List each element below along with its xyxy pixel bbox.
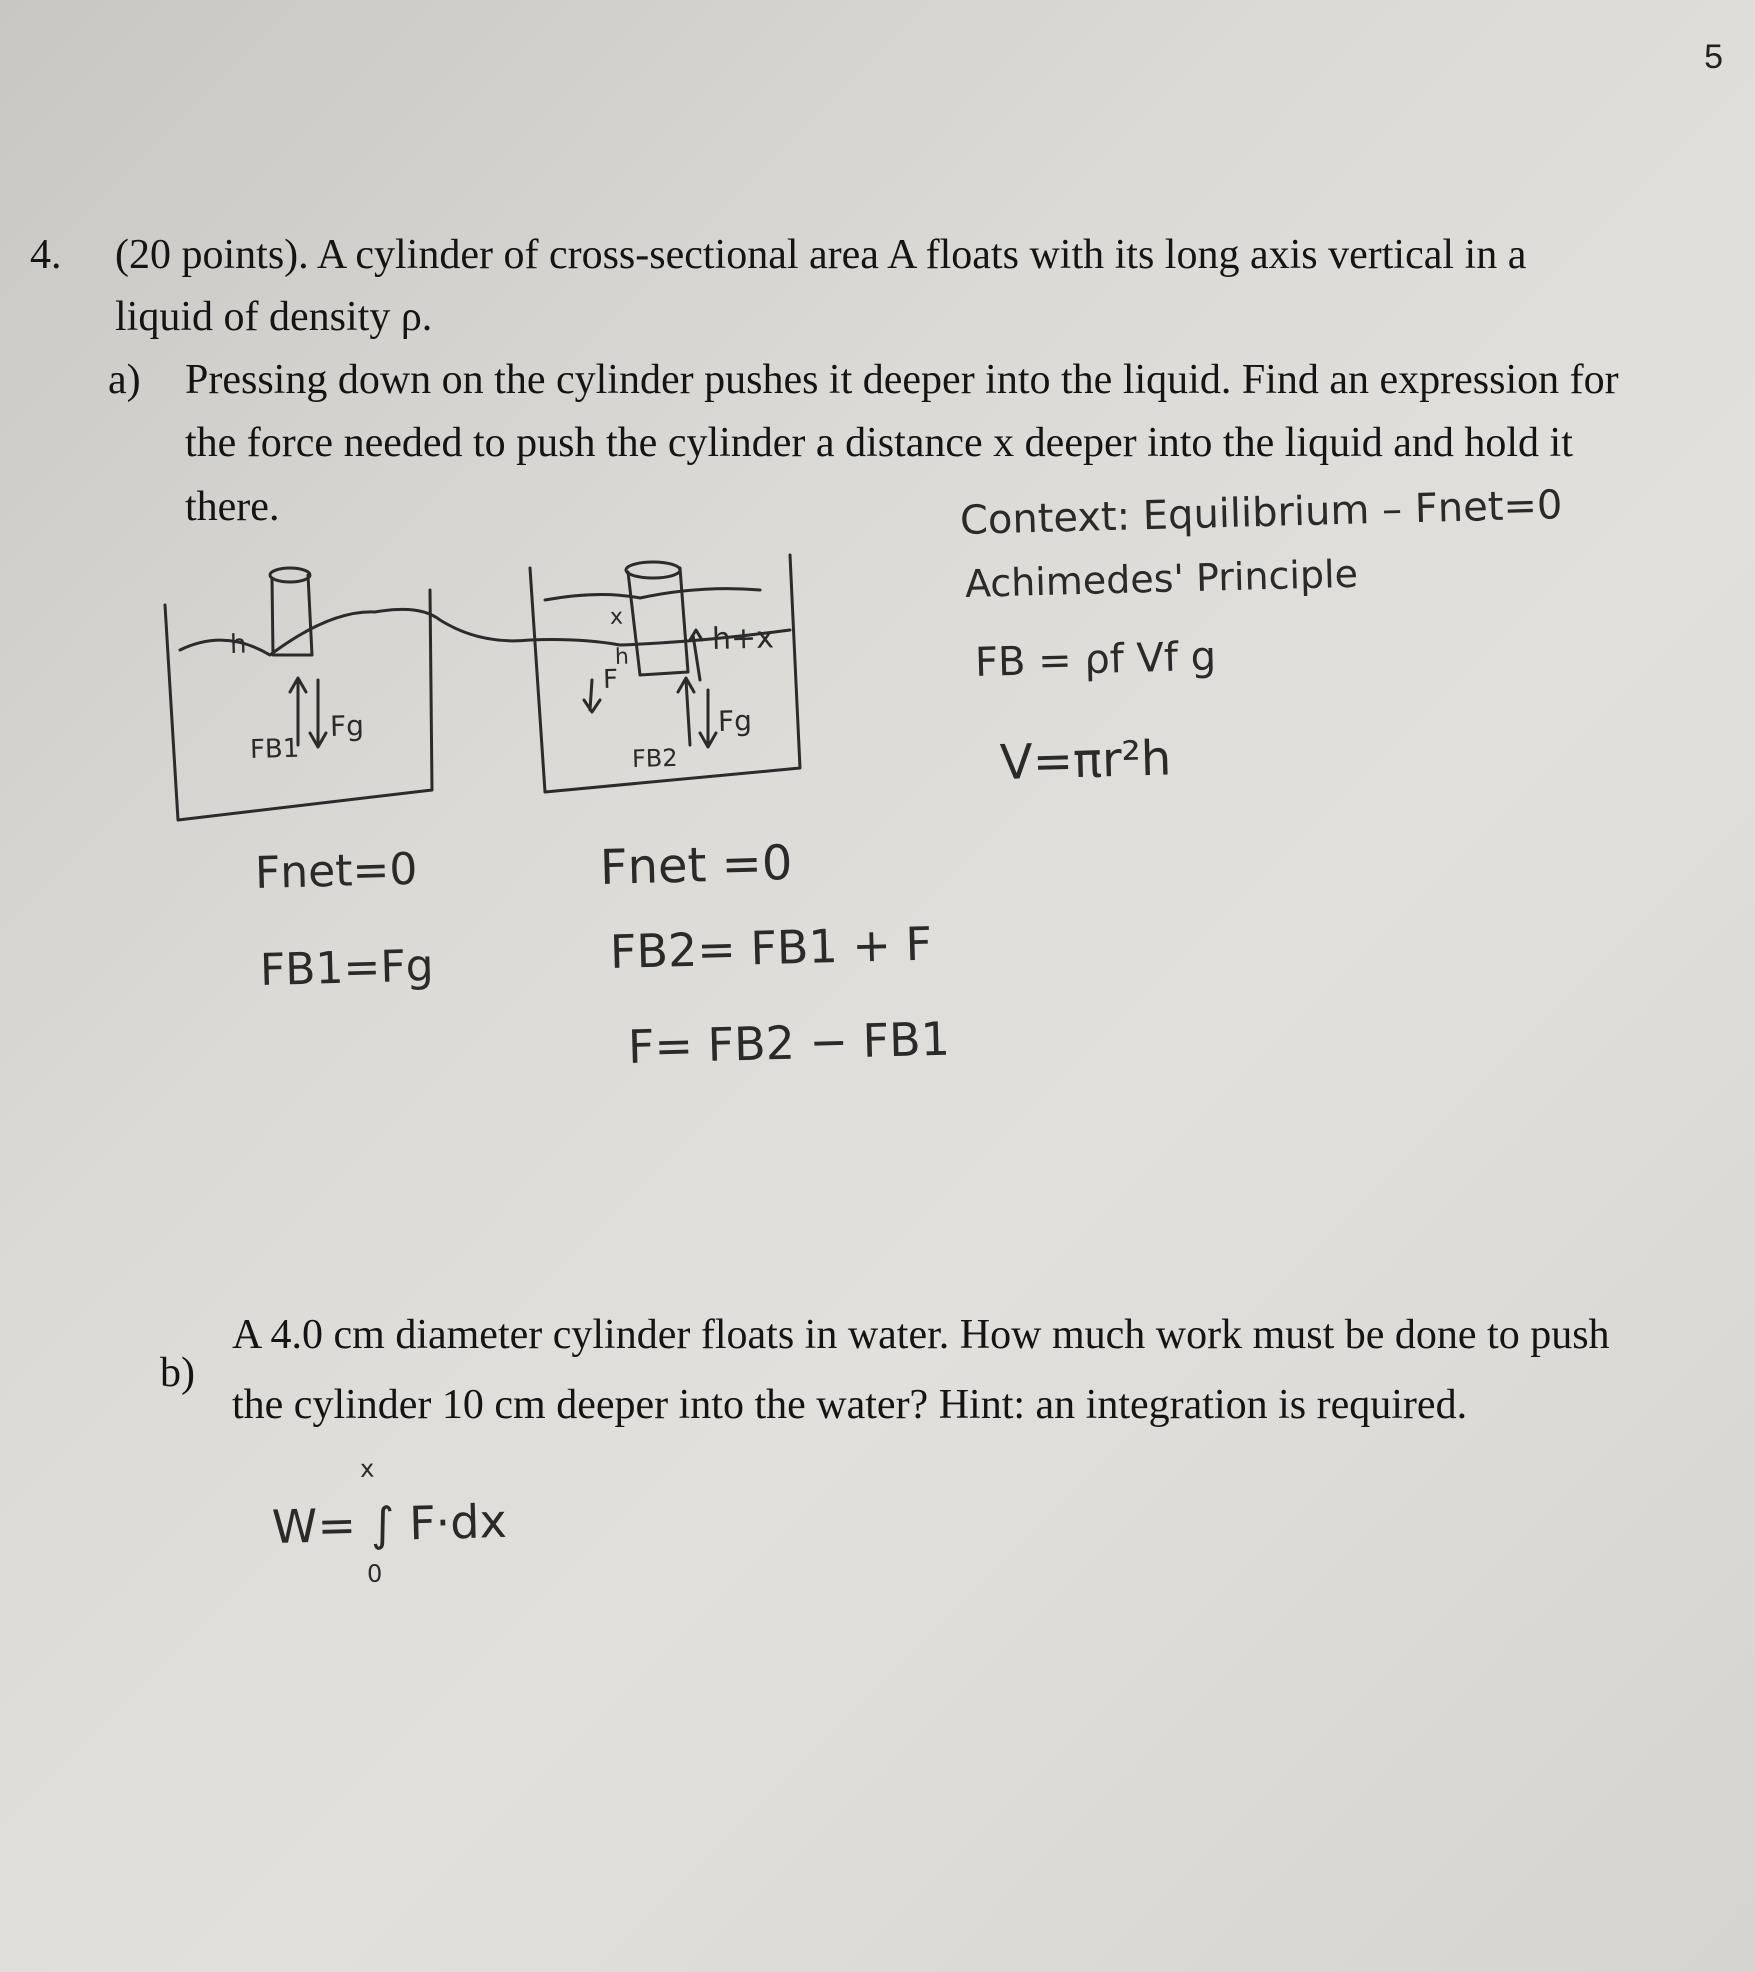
question-text-line-2: liquid of density ρ. xyxy=(115,294,433,340)
part-b-line-1: A 4.0 cm diameter cylinder floats in water. How much work must be done to push xyxy=(232,1312,1610,1358)
part-a-label: a) xyxy=(108,357,141,403)
page-number: 5 xyxy=(1704,38,1723,76)
label-f-push: F xyxy=(602,664,619,695)
right-eq-2: FB2= FB1 + F xyxy=(609,916,933,979)
right-eq-1: Fnet =0 xyxy=(599,834,794,896)
part-b-line-2: the cylinder 10 cm deeper into the water? Hint: an integration is required. xyxy=(232,1382,1468,1428)
part-a-line-3: there. xyxy=(185,484,280,530)
buoyancy-formula: FB = ρf Vf g xyxy=(974,633,1217,686)
part-a-line-1: Pressing down on the cylinder pushes it deeper into the liquid. Find an expression for xyxy=(185,357,1619,403)
label-fb1: FB1 xyxy=(249,733,300,765)
work-integral: W= ∫ F·dx xyxy=(271,1493,508,1554)
question-text-line-1: (20 points). A cylinder of cross-sectional area A floats with its long axis vertical in a xyxy=(115,232,1527,278)
volume-formula: V=πr²h xyxy=(999,730,1173,791)
label-h-right: h xyxy=(614,644,630,670)
right-cylinder xyxy=(628,568,688,675)
label-h-plus-x: h+x xyxy=(711,620,775,657)
label-fg-right: Fg xyxy=(717,704,753,738)
left-eq-1: Fnet=0 xyxy=(254,843,419,899)
label-x: x xyxy=(609,604,624,630)
left-eq-2: FB1=Fg xyxy=(259,940,435,996)
integral-lower-limit: 0 xyxy=(366,1559,383,1588)
context-note: Context: Equilibrium – Fnet=0 xyxy=(959,482,1563,544)
part-b-label: b) xyxy=(160,1350,195,1396)
label-fb2: FB2 xyxy=(631,743,678,773)
left-cylinder xyxy=(272,575,312,655)
right-eq-3: F= FB2 − FB1 xyxy=(627,1011,951,1074)
part-a-line-2: the force needed to push the cylinder a distance x deeper into the liquid and hold it xyxy=(185,420,1573,466)
principle-note: Achimedes' Principle xyxy=(964,551,1359,606)
label-h-left: h xyxy=(229,629,247,660)
question-number: 4. xyxy=(30,232,62,278)
integral-upper-limit: x xyxy=(359,1454,375,1483)
label-fg-left: Fg xyxy=(329,709,365,743)
